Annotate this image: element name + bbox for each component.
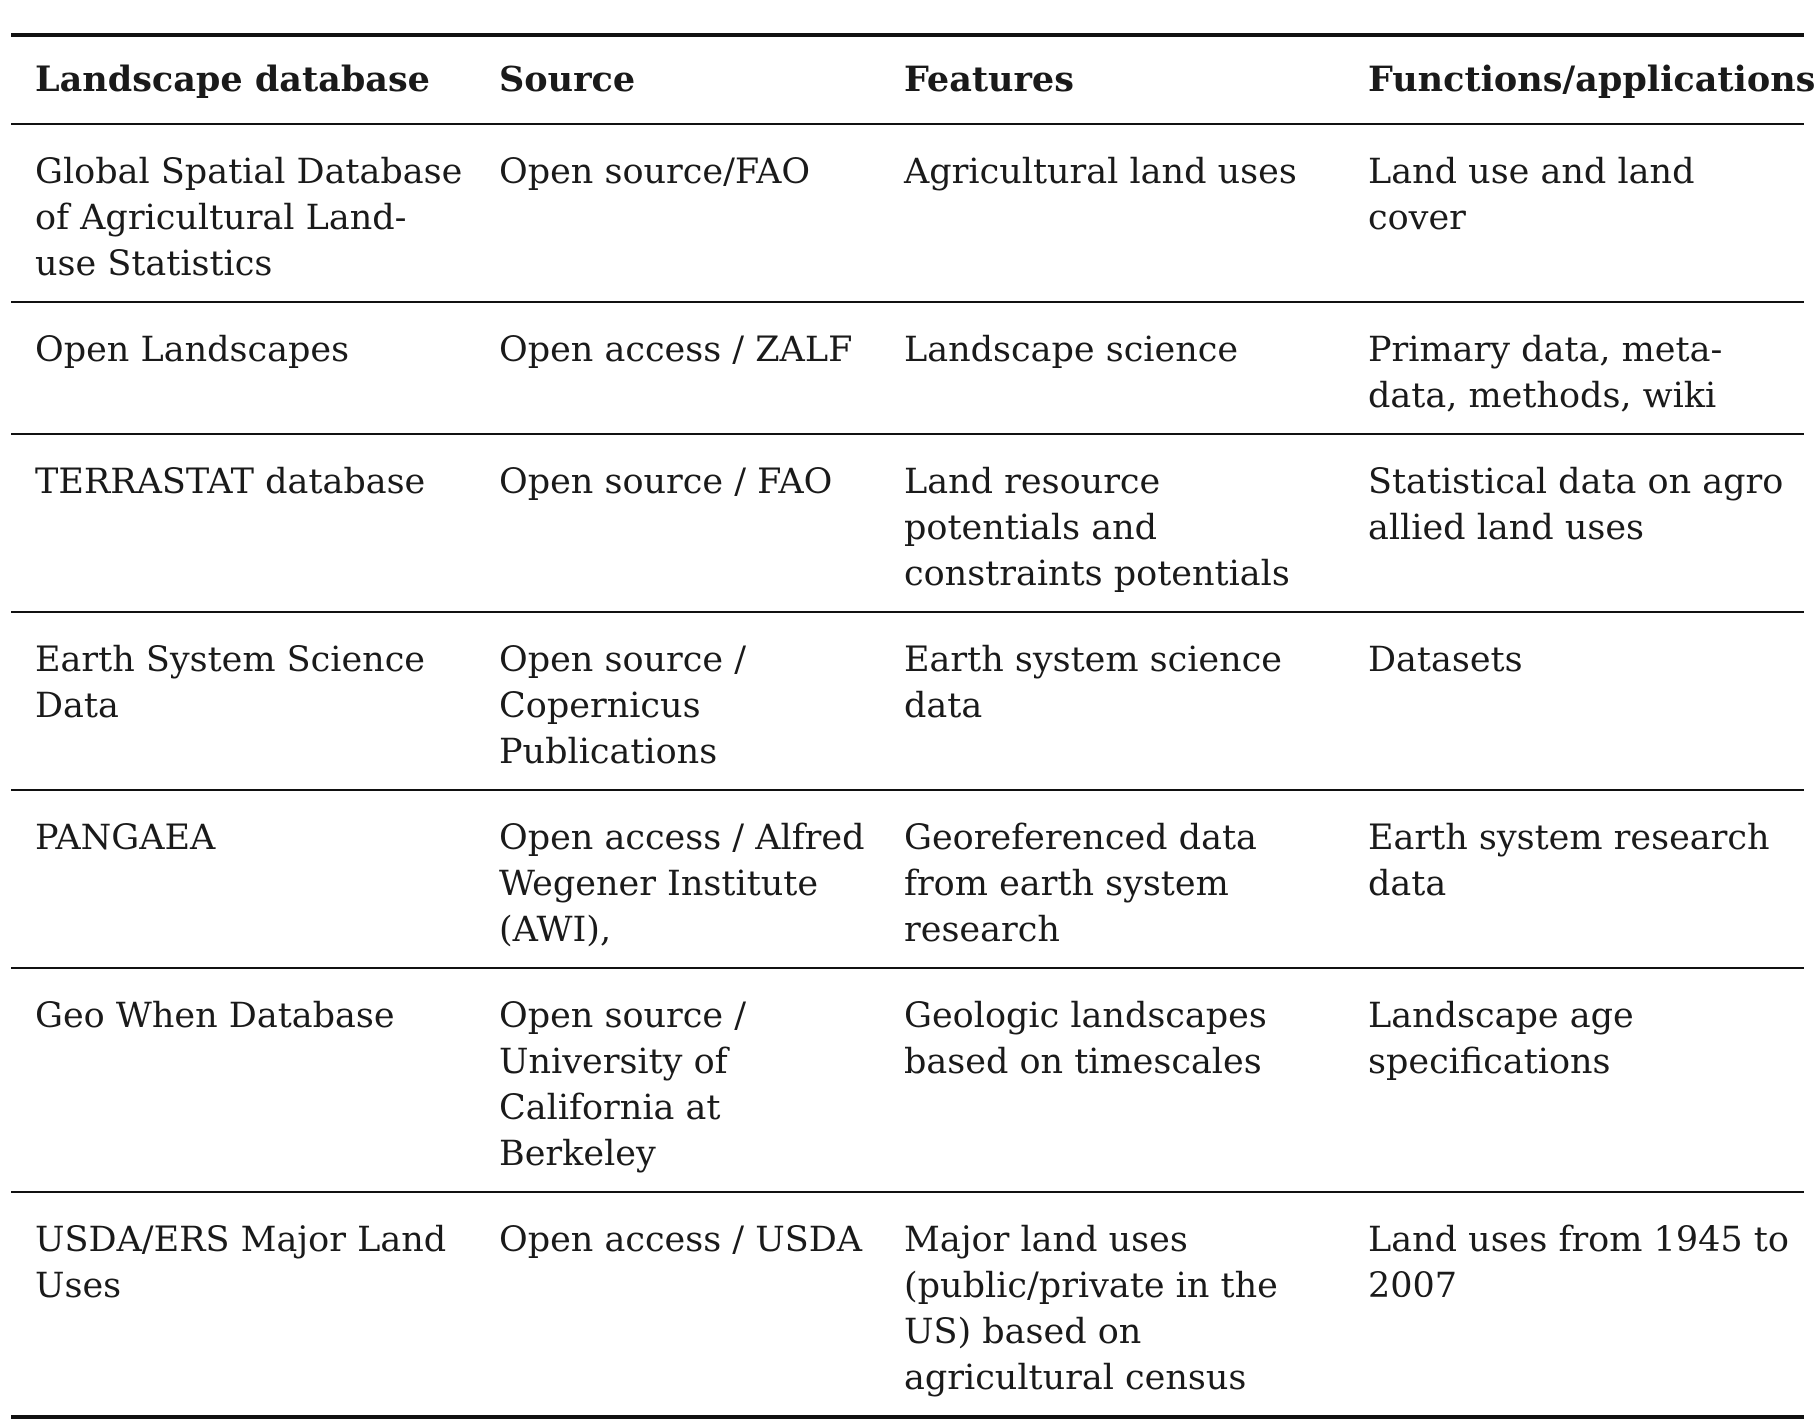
cell-functions-applications: Primary data, meta-data, methods, wiki <box>1368 330 1723 416</box>
cell-source: Open access / Alfred Wegener Institute (AWI), <box>499 818 865 950</box>
table-row <box>11 612 1804 790</box>
table-row <box>11 124 1804 302</box>
cell-landscape-database: Geo When Database <box>35 996 395 1036</box>
cell-features: Geologic landscapes based on timescales <box>904 996 1267 1082</box>
cell-functions-applications: Land use and land cover <box>1368 152 1695 238</box>
table-row <box>11 1192 1804 1417</box>
cell-features: Land resource potentials and constraints potentials <box>904 462 1290 594</box>
table-row <box>11 968 1804 1192</box>
cell-functions-applications: Landscape age specifications <box>1368 996 1634 1082</box>
cell-functions-applications: Earth system research data <box>1368 818 1770 904</box>
table-row <box>11 302 1804 434</box>
landscape-database-table <box>11 33 1815 1419</box>
cell-source: Open source / University of California at Berkeley <box>499 996 747 1174</box>
cell-landscape-database: Open Landscapes <box>35 330 350 370</box>
cell-landscape-database: Global Spatial Database of Agricultural Land-use Statistics <box>35 152 463 284</box>
cell-functions-applications: Datasets <box>1368 640 1523 680</box>
header-landscape-database: Landscape database <box>35 59 430 100</box>
table-body <box>11 124 1804 1417</box>
header-source: Source <box>499 59 636 100</box>
cell-source: Open source / FAO <box>499 462 833 502</box>
table-row <box>11 434 1804 612</box>
header-features: Features <box>904 59 1074 100</box>
cell-features: Agricultural land uses <box>904 152 1297 192</box>
cell-source: Open access / USDA <box>499 1220 863 1260</box>
cell-landscape-database: Earth System Science Data <box>35 640 426 726</box>
cell-functions-applications: Land uses from 1945 to 2007 <box>1368 1220 1789 1306</box>
cell-source: Open access / ZALF <box>499 330 853 370</box>
table-header <box>11 35 1815 124</box>
cell-source: Open source/FAO <box>499 152 811 192</box>
landscape-database-table-container <box>11 33 1815 1419</box>
cell-landscape-database: PANGAEA <box>35 818 216 858</box>
header-row <box>11 35 1804 124</box>
cell-features: Earth system science data <box>904 640 1282 726</box>
cell-landscape-database: TERRASTAT database <box>35 462 426 502</box>
cell-features: Major land uses (public/private in the US) based on agricultural census <box>904 1220 1278 1398</box>
cell-features: Landscape science <box>904 330 1239 370</box>
header-functions-applications: Functions/applications <box>1368 59 1815 100</box>
table-row <box>11 790 1804 968</box>
cell-features: Georeferenced data from earth system research <box>904 818 1257 950</box>
cell-source: Open source / Copernicus Publications <box>499 640 747 772</box>
cell-landscape-database: USDA/ERS Major Land Uses <box>35 1220 447 1306</box>
cell-functions-applications: Statistical data on agro allied land uses <box>1368 462 1784 548</box>
